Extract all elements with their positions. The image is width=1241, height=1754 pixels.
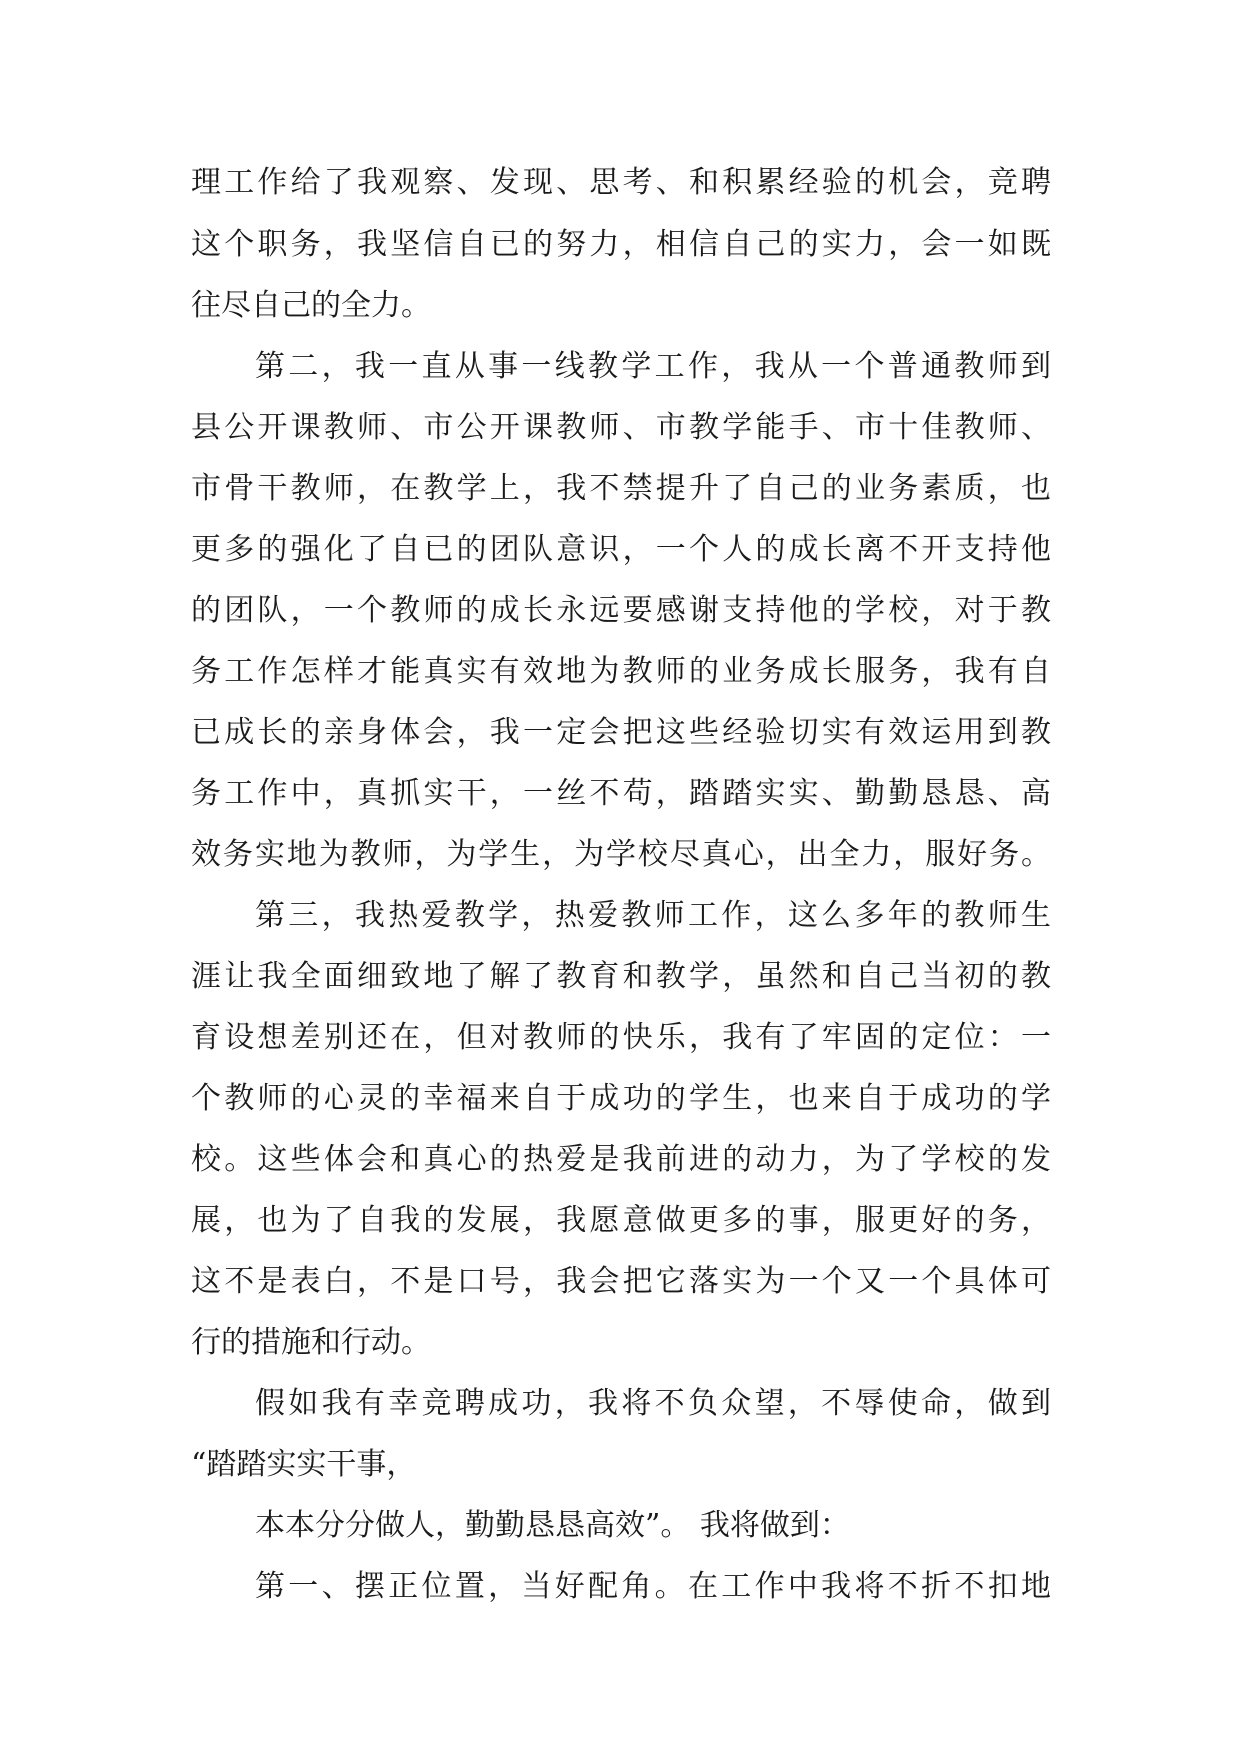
text-line-20: 行的措施和行动。 bbox=[191, 1325, 431, 1360]
text-line-22: “踏踏实实干事， bbox=[191, 1447, 417, 1482]
paragraph-2-line-1: 第二，我一直从事一线教学工作，我从一个普通教师到 bbox=[255, 349, 1051, 384]
text-line-19: 这不是表白，不是口号，我会把它落实为一个又一个具体可 bbox=[191, 1264, 1051, 1299]
text-line-10: 已成长的亲身体会，我一定会把这些经验切实有效运用到教 bbox=[191, 715, 1051, 750]
paragraph-3-line-1: 第三，我热爱教学，热爱教师工作，这么多年的教师生 bbox=[255, 898, 1051, 933]
text-line-9: 务工作怎样才能真实有效地为教师的业务成长服务，我有自 bbox=[191, 654, 1051, 689]
paragraph-4-line-1: 假如我有幸竞聘成功，我将不负众望，不辱使命，做到 bbox=[255, 1386, 1051, 1421]
text-line-7: 更多的强化了自已的团队意识，一个人的成长离不开支持他 bbox=[191, 532, 1051, 567]
text-line-12: 效务实地为教师，为学生，为学校尽真心，出全力，服好务。 bbox=[191, 837, 1051, 872]
text-line-18: 展，也为了自我的发展，我愿意做更多的事，服更好的务， bbox=[191, 1203, 1051, 1238]
text-line-5: 县公开课教师、市公开课教师、市教学能手、市十佳教师、 bbox=[191, 410, 1051, 445]
text-line-16: 个教师的心灵的幸福来自于成功的学生，也来自于成功的学 bbox=[191, 1081, 1051, 1116]
text-line-14: 涯让我全面细致地了解了教育和教学，虽然和自己当初的教 bbox=[191, 959, 1051, 994]
text-line-1: 理工作给了我观察、发现、思考、和积累经验的机会，竞聘 bbox=[191, 165, 1051, 200]
text-line-11: 务工作中，真抓实干，一丝不苟，踏踏实实、勤勤恳恳、高 bbox=[191, 776, 1051, 811]
text-line-8: 的团队，一个教师的成长永远要感谢支持他的学校，对于教 bbox=[191, 593, 1051, 628]
text-line-15: 育设想差别还在，但对教师的快乐，我有了牢固的定位：一 bbox=[191, 1020, 1051, 1055]
paragraph-5-line-1: 第一、摆正位置，当好配角。在工作中我将不折不扣地 bbox=[255, 1569, 1051, 1604]
text-line-17: 校。这些体会和真心的热爱是我前进的动力，为了学校的发 bbox=[191, 1142, 1051, 1177]
text-line-3: 往尽自己的全力。 bbox=[191, 288, 431, 323]
text-line-23: 本本分分做人，勤勤恳恳高效”。 我将做到： bbox=[255, 1508, 850, 1543]
text-line-2: 这个职务，我坚信自已的努力，相信自己的实力，会一如既 bbox=[191, 227, 1051, 262]
text-line-6: 市骨干教师，在教学上，我不禁提升了自己的业务素质，也 bbox=[191, 471, 1051, 506]
